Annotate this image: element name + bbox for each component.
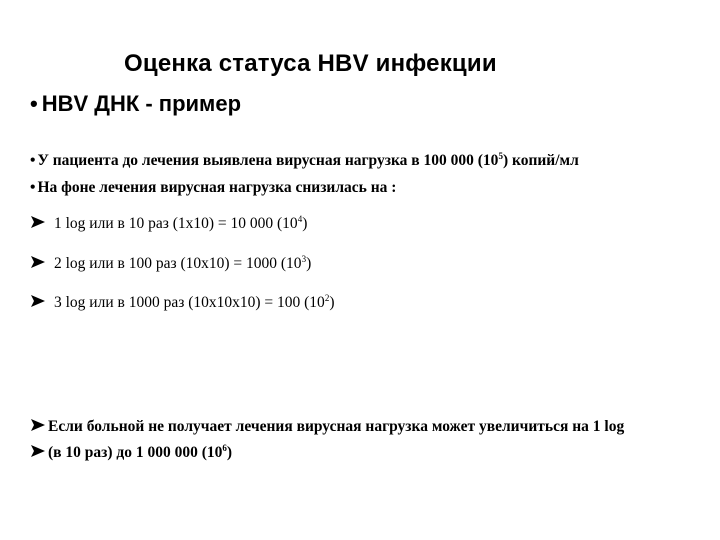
note-line-1 (30, 418, 624, 436)
bullet-text: На фоне лечения вирусная нагрузка снизилась на : (37, 179, 397, 196)
arrow-item-text-pre: 2 log или в 100 раз (10х10) = 1000 (10 (54, 255, 302, 272)
bullet-text-post: ) копий/мл (502, 152, 579, 169)
arrow-item-sup: 3 (301, 254, 307, 264)
slide-title: Оценка статуса HBV инфекции (124, 50, 497, 77)
arrow-bullet-icon (30, 294, 46, 308)
bullet-line-1 (30, 152, 579, 170)
subtitle-bullet: • (30, 91, 38, 116)
bullet-text-sup: 5 (498, 151, 503, 161)
arrow-item-text-post: ) (306, 255, 312, 272)
arrow-bullet-icon (30, 418, 46, 432)
arrow-item-sup: 4 (297, 214, 303, 224)
note-sup: 6 (222, 443, 227, 453)
arrow-item-text-post: ) (302, 215, 308, 232)
arrow-item-sup: 2 (324, 293, 330, 303)
arrow-bullet-icon (30, 255, 46, 269)
note-line-2 (30, 444, 232, 462)
arrow-item-text-post: ) (329, 294, 335, 311)
note-text: Если больной не получает лечения вирусная нагрузка может увеличиться на 1 log (48, 418, 625, 435)
arrow-item-1 (30, 215, 307, 233)
note-text-pre: (в 10 раз) до 1 000 000 (10 (48, 444, 223, 461)
bullet-dot: • (30, 179, 36, 196)
arrow-item-text-pre: 3 log или в 1000 раз (10х10х10) = 100 (10 (54, 294, 325, 311)
arrow-item-3 (30, 294, 334, 312)
slide-subtitle (30, 91, 241, 117)
bullet-dot: • (30, 152, 36, 169)
subtitle-text: HBV ДНК - пример (41, 91, 242, 116)
arrow-item-text-pre: 1 log или в 10 раз (1х10) = 10 000 (10 (54, 215, 298, 232)
bullet-line-2 (30, 179, 396, 197)
arrow-item-2 (30, 255, 311, 273)
bullet-text-pre: У пациента до лечения выявлена вирусная нагрузка в 100 000 (10 (37, 152, 499, 169)
arrow-bullet-icon (30, 444, 46, 458)
arrow-bullet-icon (30, 215, 46, 229)
note-text-post: ) (226, 444, 233, 461)
